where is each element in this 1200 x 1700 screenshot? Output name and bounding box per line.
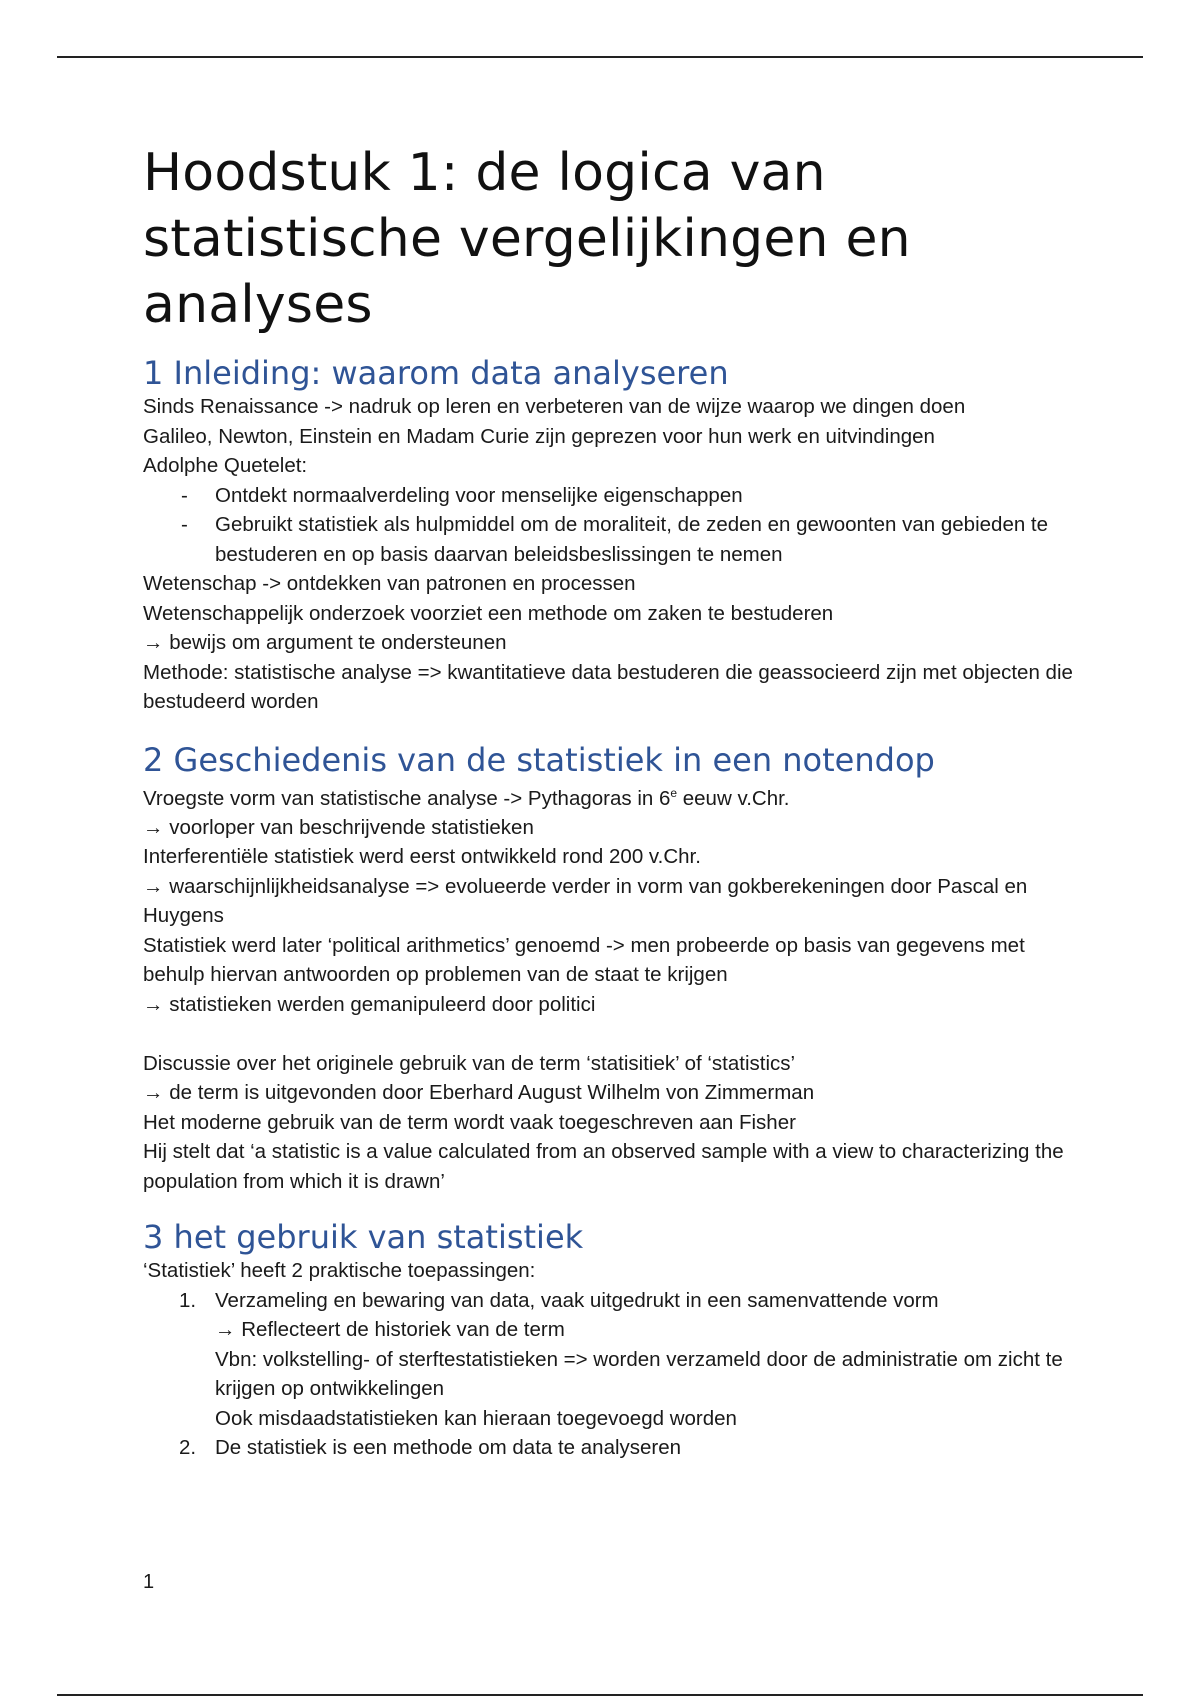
- superscript: e: [670, 785, 678, 800]
- paragraph-line: → bewijs om argument te ondersteunen: [143, 631, 507, 654]
- paragraph-text: Vroegste vorm van statistische analyse -> Pythagoras in 6: [143, 786, 671, 810]
- paragraph-line: → waarschijnlijkheidsanalyse => evolueerde verder in vorm van gokberekeningen door Pascal en Huygens: [143, 874, 1028, 928]
- paragraph-line: Galileo, Newton, Einstein en Madam Curie zijn geprezen voor hun werk en uitvindingen: [143, 424, 935, 448]
- document-title: Hoodstuk 1: de logica van statistische vergelijkingen en analyses: [143, 143, 911, 335]
- paragraph-line: Hij stelt dat ‘a statistic is a value calculated from an observed sample with a view to characterizing the population from which it is drawn’: [143, 1140, 1064, 1193]
- paragraph-line: → de term is uitgevonden door Eberhard August Wilhelm von Zimmerman: [143, 1081, 815, 1105]
- page-number: 1: [143, 1571, 155, 1593]
- list-item-text: Ontdekt normaalverdeling voor menselijke eigenschappen: [215, 483, 743, 507]
- list-item-subtext: → Reflecteert de historiek van de term: [215, 1318, 565, 1342]
- paragraph-line: Wetenschappelijk onderzoek voorziet een methode om zaken te bestuderen: [143, 601, 834, 625]
- paragraph-line: Adolphe Quetelet:: [143, 454, 308, 477]
- list-item-text: Gebruikt statistiek als hulpmiddel om de moraliteit, de zeden en gewoonten van gebieden te bestuderen en op basis daarvan beleidsbeslissingen te nemen: [215, 513, 1049, 566]
- bullet-list: [143, 481, 1073, 570]
- paragraph-line: Sinds Renaissance -> nadruk op leren en verbeteren van de wijze waarop we dingen doen: [143, 395, 966, 418]
- list-item-subtext: Vbn: volkstelling- of sterftestatistieken => worden verzameld door de administratie om zicht te krijgen op ontwikkelingen: [215, 1347, 1063, 1401]
- paragraph-line: Methode: statistische analyse => kwantitatieve data bestuderen die geassocieerd zijn met objecten die bestudeerd worden: [143, 660, 1073, 713]
- list-item: [143, 481, 1073, 511]
- paragraph-line: Discussie over het originele gebruik van de term ‘statisitiek’ of ‘statistics’: [143, 1051, 796, 1075]
- list-item-text: Verzameling en bewaring van data, vaak uitgedrukt in een samenvattende vorm: [215, 1288, 939, 1312]
- list-item: [143, 510, 1073, 569]
- blank-line: [143, 1019, 1073, 1049]
- section-heading-2: 2 Geschiedenis van de statistiek in een notendop: [143, 740, 935, 779]
- page-content: [143, 140, 1073, 1463]
- paragraph-line: Wetenschap -> ontdekken van patronen en processen: [143, 572, 636, 595]
- list-number: 2.: [179, 1436, 197, 1460]
- footer-rule: [57, 1694, 1143, 1696]
- paragraph-line: Interferentiële statistiek werd eerst ontwikkeld rond 200 v.Chr.: [143, 845, 701, 869]
- paragraph-text: eeuw v.Chr.: [677, 786, 790, 810]
- paragraph-line: → statistieken werden gemanipuleerd door politici: [143, 992, 596, 1016]
- list-item-text: De statistiek is een methode om data te analyseren: [215, 1436, 682, 1460]
- list-item-subtext: Ook misdaadstatistieken kan hieraan toegevoegd worden: [215, 1406, 737, 1430]
- paragraph-line: Het moderne gebruik van de term wordt vaak toegeschreven aan Fisher: [143, 1110, 796, 1134]
- paragraph-line: [143, 779, 1073, 813]
- bullet-marker: -: [181, 483, 188, 507]
- header-rule: [57, 56, 1143, 58]
- section-heading-3: 3 het gebruik van statistiek: [143, 1218, 584, 1257]
- bullet-marker: -: [181, 513, 188, 536]
- list-number: 1.: [179, 1288, 197, 1312]
- list-item: [143, 1433, 1073, 1463]
- paragraph-line: ‘Statistiek’ heeft 2 praktische toepassingen:: [143, 1259, 536, 1283]
- section-heading-1: 1 Inleiding: waarom data analyseren: [143, 354, 729, 392]
- list-item: [143, 1286, 1073, 1434]
- numbered-list: [143, 1286, 1073, 1463]
- paragraph-line: → voorloper van beschrijvende statistieken: [143, 815, 534, 839]
- paragraph-line: Statistiek werd later ‘political arithmetics’ genoemd -> men probeerde op basis van gegevens met behulp hiervan antwoorden op problemen van de staat te krijgen: [143, 933, 1025, 987]
